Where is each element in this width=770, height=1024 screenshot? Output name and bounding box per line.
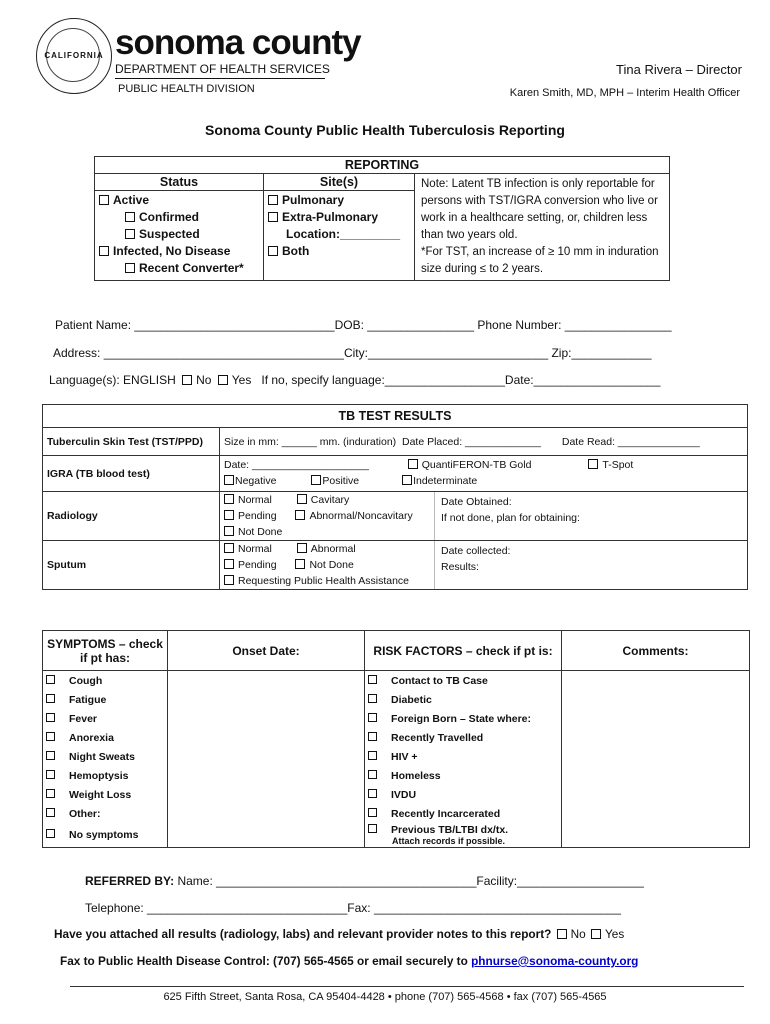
language-line [49, 373, 660, 387]
risk-factor-item[interactable]: Previous TB/LTBI dx/tx. Attach records if possible. [365, 823, 562, 848]
checkbox-confirmed[interactable]: Confirmed [99, 209, 259, 226]
division-name: PUBLIC HEALTH DIVISION [118, 83, 255, 95]
health-officer-name: Karen Smith, MD, MPH – Interim Health Officer [509, 87, 740, 99]
sites-cell [264, 191, 415, 281]
sp-results[interactable]: Results: [441, 561, 479, 573]
symptoms-heading: SYMPTOMS – check if pt has: [43, 631, 168, 671]
referred-label: REFERRED BY: [85, 874, 175, 888]
comments-cell[interactable] [562, 766, 750, 785]
risk-factor-item[interactable]: Contact to TB Case [365, 671, 562, 691]
checkbox-pulmonary[interactable]: Pulmonary [268, 192, 410, 209]
symptom-row [43, 671, 750, 691]
reporting-note [415, 174, 670, 281]
sputum-label: Sputum [43, 541, 220, 590]
language-yes-checkbox[interactable] [218, 375, 228, 385]
attached-yes-label: Yes [605, 927, 625, 941]
tst-cell [220, 428, 748, 456]
onset-date-cell[interactable] [168, 823, 365, 848]
page-title: Sonoma County Public Health Tuberculosis Reporting [205, 122, 565, 138]
checkbox-rad-abnormal[interactable]: Abnormal/Noncavitary [295, 510, 412, 522]
onset-date-cell[interactable] [168, 747, 365, 766]
status-heading: Status [95, 174, 264, 191]
risk-factor-item[interactable]: Recently Incarcerated [365, 804, 562, 823]
symptoms-table [42, 630, 750, 848]
risk-factor-item[interactable]: Homeless [365, 766, 562, 785]
checkbox-rad-not-done[interactable]: Not Done [224, 524, 434, 540]
checkbox-sp-request[interactable]: Requesting Public Health Assistance [224, 573, 434, 589]
symptom-item[interactable]: Other: [43, 804, 168, 823]
checkbox-quantiferon[interactable]: QuantiFERON-TB Gold [408, 459, 532, 471]
onset-date-cell[interactable] [168, 709, 365, 728]
onset-date-cell[interactable] [168, 671, 365, 691]
checkbox-sp-pending[interactable]: Pending [224, 559, 277, 571]
divider [115, 78, 325, 79]
symptom-row [43, 728, 750, 747]
comments-heading: Comments: [562, 631, 750, 671]
symptom-item[interactable]: Cough [43, 671, 168, 691]
symptom-item[interactable]: Hemoptysis [43, 766, 168, 785]
symptom-item[interactable]: Fever [43, 709, 168, 728]
attached-question-text: Have you attached all results (radiology, labs) and relevant provider notes to this report? [54, 927, 552, 941]
checkbox-tspot[interactable]: T-Spot [588, 459, 633, 471]
reporting-heading: REPORTING [95, 157, 670, 174]
symptom-row [43, 709, 750, 728]
comments-cell[interactable] [562, 709, 750, 728]
igra-date[interactable]: Date: ____________________ [224, 459, 369, 471]
symptom-row [43, 785, 750, 804]
language-label: Language(s): ENGLISH [49, 373, 176, 387]
symptom-item[interactable]: Fatigue [43, 690, 168, 709]
tst-size[interactable]: Size in mm: ______ mm. (induration) [224, 435, 397, 448]
symptom-row [43, 690, 750, 709]
comments-cell[interactable] [562, 690, 750, 709]
tst-date-placed[interactable]: Date Placed: _____________ [402, 435, 541, 448]
risk-factor-item[interactable]: Recently Travelled [365, 728, 562, 747]
checkbox-infected[interactable]: Infected, No Disease [99, 243, 259, 260]
checkbox-both[interactable]: Both [268, 243, 410, 260]
symptom-row [43, 804, 750, 823]
symptom-row [43, 747, 750, 766]
sites-heading: Site(s) [264, 174, 415, 191]
onset-date-cell[interactable] [168, 728, 365, 747]
checkbox-sp-normal[interactable]: Normal [224, 543, 272, 555]
comments-cell[interactable] [562, 823, 750, 848]
department-name: DEPARTMENT OF HEALTH SERVICES [115, 62, 330, 76]
checkbox-rad-cavitary[interactable]: Cavitary [297, 494, 350, 506]
comments-cell[interactable] [562, 785, 750, 804]
checkbox-negative[interactable]: Negative [224, 475, 276, 487]
onset-date-cell[interactable] [168, 690, 365, 709]
radiology-label: Radiology [43, 492, 220, 541]
note-text: Note: Latent TB infection is only reportable for persons with TST/IGRA conversion who live or work in a healthcare setting, or, children less than two years old. [421, 178, 658, 241]
checkbox-active[interactable]: Active [99, 192, 259, 209]
checkbox-rad-normal[interactable]: Normal [224, 494, 272, 506]
seal-text: CALIFORNIA [44, 51, 104, 60]
telephone-fax-line[interactable]: Telephone: ______________________________Fax: _____________________________________ [85, 901, 621, 915]
checkbox-extra-pulmonary[interactable]: Extra-Pulmonary [268, 209, 410, 226]
director-name: Tina Rivera – Director [616, 62, 742, 77]
patient-name-line[interactable]: Patient Name: ______________________________DOB: ________________ Phone Number: ________________ [55, 318, 672, 332]
reporting-table [94, 156, 670, 281]
checkbox-sp-abnormal[interactable]: Abnormal [297, 543, 356, 555]
rad-plan[interactable]: If not done, plan for obtaining: [441, 512, 580, 524]
attached-no-label: No [570, 927, 586, 941]
language-no-checkbox[interactable] [182, 375, 192, 385]
tb-heading: TB TEST RESULTS [43, 405, 748, 428]
checkbox-indeterminate[interactable]: Indeterminate [402, 475, 477, 487]
address-line[interactable]: Address: ____________________________________City:___________________________ Zip:____________ [53, 346, 652, 360]
risk-factor-item[interactable]: Diabetic [365, 690, 562, 709]
onset-heading: Onset Date: [168, 631, 365, 671]
note-tst: *For TST, an increase of ≥ 10 mm in induration size during ≤ to 2 years. [421, 246, 659, 275]
sputum-cell [220, 541, 748, 590]
checkbox-sp-not-done[interactable]: Not Done [295, 559, 353, 571]
symptom-row [43, 823, 750, 848]
referred-line [85, 874, 644, 888]
rad-date-obtained[interactable]: Date Obtained: [441, 496, 512, 508]
onset-date-cell[interactable] [168, 766, 365, 785]
fax-instruction-text: Fax to Public Health Disease Control: (707) 565-4565 or email securely to [60, 954, 468, 968]
radiology-cell [220, 492, 748, 541]
comments-cell[interactable] [562, 804, 750, 823]
fax-instruction [60, 954, 638, 968]
sp-date-collected[interactable]: Date collected: [441, 545, 511, 557]
igra-label: IGRA (TB blood test) [43, 456, 220, 492]
tst-date-read[interactable]: Date Read: ______________ [561, 435, 700, 448]
symptom-item[interactable]: Anorexia [43, 728, 168, 747]
onset-date-cell[interactable] [168, 804, 365, 823]
checkbox-suspected[interactable]: Suspected [99, 226, 259, 243]
symptom-item[interactable]: Night Sweats [43, 747, 168, 766]
comments-cell[interactable] [562, 747, 750, 766]
checkbox-rad-pending[interactable]: Pending [224, 510, 277, 522]
risk-note: Attach records if possible. [392, 836, 506, 846]
brand-logo-text: sonoma county [115, 23, 361, 62]
footer-address: 625 Fifth Street, Santa Rosa, CA 95404-4428 • phone (707) 565-4568 • fax (707) 565-4565 [163, 991, 607, 1003]
symptom-item[interactable]: No symptoms [43, 823, 168, 848]
symptom-row [43, 766, 750, 785]
comments-cell[interactable] [562, 671, 750, 691]
risk-factor-item[interactable]: Foreign Born – State where: [365, 709, 562, 728]
referred-name-field[interactable]: Name: _______________________________________Facility:___________________ [177, 874, 644, 888]
risk-heading: RISK FACTORS – check if pt is: [365, 631, 562, 671]
risk-factor-item[interactable]: IVDU [365, 785, 562, 804]
location-field[interactable]: Location:_________ [286, 227, 401, 242]
tb-results-table [42, 404, 748, 590]
language-specify[interactable]: If no, specify language:__________________Date:___________________ [261, 373, 661, 387]
attached-no-checkbox[interactable] [557, 929, 567, 939]
symptom-item[interactable]: Weight Loss [43, 785, 168, 804]
comments-cell[interactable] [562, 728, 750, 747]
attached-yes-checkbox[interactable] [591, 929, 601, 939]
checkbox-recent-converter[interactable]: Recent Converter* [99, 260, 259, 277]
igra-cell [220, 456, 748, 492]
status-cell [95, 191, 264, 281]
attached-question [54, 927, 624, 941]
onset-date-cell[interactable] [168, 785, 365, 804]
risk-factor-item[interactable]: HIV + [365, 747, 562, 766]
language-yes-label: Yes [231, 373, 252, 387]
county-seal [36, 18, 112, 94]
checkbox-positive[interactable]: Positive [311, 475, 359, 487]
email-link[interactable]: phnurse@sonoma-county.org [471, 954, 639, 968]
language-no-label: No [196, 373, 212, 387]
tst-label: Tuberculin Skin Test (TST/PPD) [43, 428, 220, 456]
footer-divider [70, 986, 744, 987]
